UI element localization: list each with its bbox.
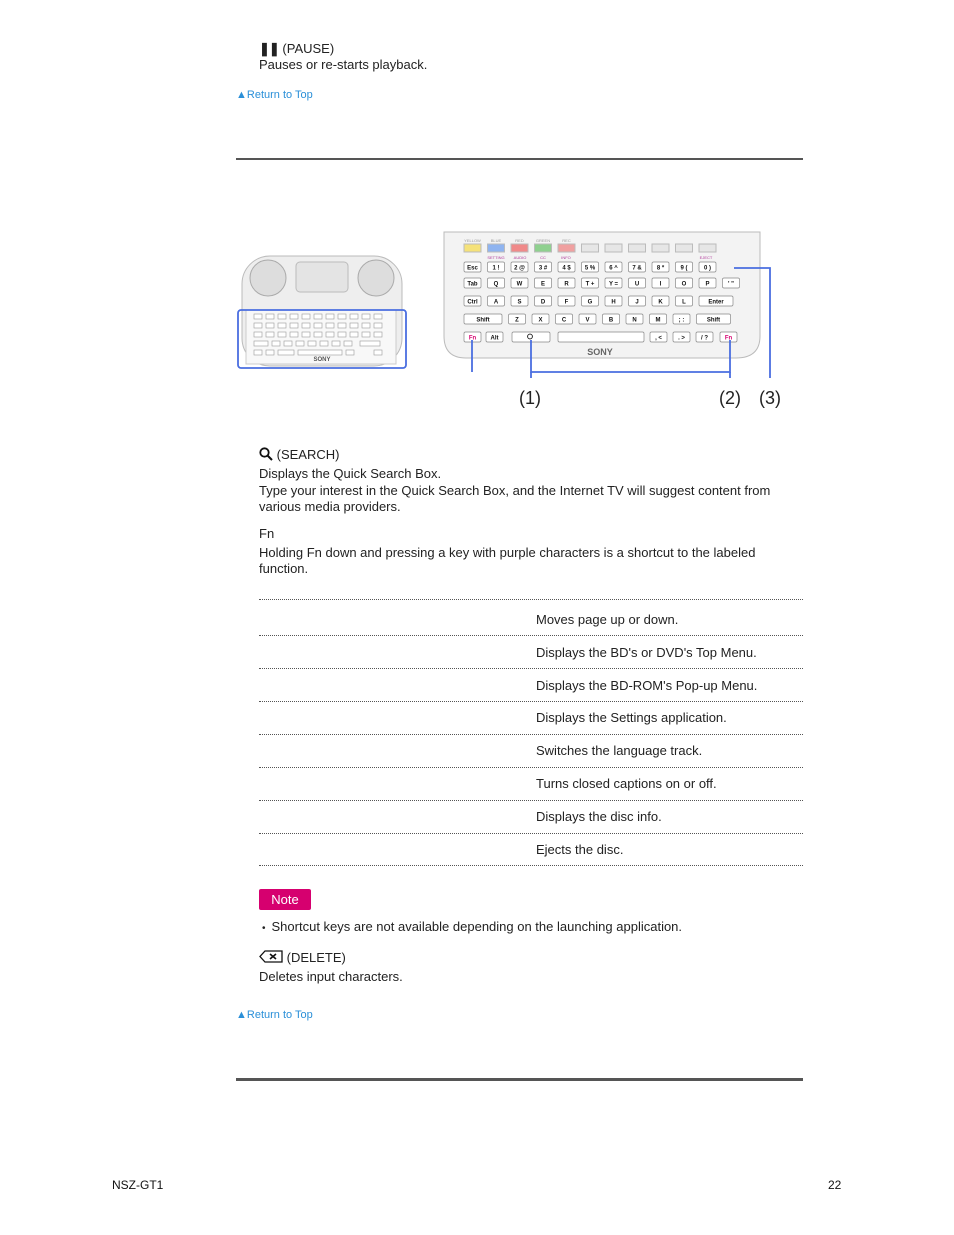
table-rule: [259, 865, 803, 866]
top-button: [464, 244, 481, 252]
table-row: Displays the BD-ROM's Pop-up Menu.: [536, 678, 758, 693]
table-rule: [259, 635, 803, 636]
pause-heading: [259, 41, 334, 57]
keyboard-key-label: Fn: [724, 335, 733, 342]
keyboard-key-label: Tab: [467, 281, 478, 288]
keyboard-key-label: Fn: [468, 335, 477, 342]
keyboard-key-label: H: [611, 299, 616, 306]
keyboard-key-label: W: [516, 281, 523, 288]
search-description-1: Displays the Quick Search Box.: [259, 466, 442, 481]
keyboard-key-label: E: [540, 281, 546, 288]
table-row: Ejects the disc.: [536, 842, 624, 857]
delete-description: Deletes input characters.: [259, 969, 403, 984]
keyboard-key-label: I: [659, 281, 662, 288]
top-button: [535, 244, 552, 252]
keyboard-key-label: R: [564, 281, 569, 288]
svg-text:(2): (2): [719, 388, 741, 408]
keyboard-key-label: T +: [585, 281, 595, 288]
keyboard-key-label: ; :: [678, 317, 685, 324]
keyboard-key-label: O: [681, 281, 687, 288]
keyboard-key-label: ' ": [728, 281, 734, 288]
pause-icon: ❚❚: [259, 41, 279, 56]
keyboard-key-label: D: [540, 299, 546, 306]
search-heading: [259, 447, 339, 462]
keyboard-key-label: P: [705, 281, 710, 288]
table-row: Displays the Settings application.: [536, 710, 727, 725]
fn-shortcut-label: SETTING: [487, 255, 505, 260]
top-button: [558, 244, 575, 252]
search-description-3: various media providers.: [259, 499, 401, 514]
table-row: Displays the BD's or DVD's Top Menu.: [536, 645, 757, 660]
search-icon: [259, 447, 273, 461]
table-rule: [259, 767, 803, 768]
top-button-label: GREEN: [535, 238, 551, 243]
up-triangle-icon: ▲: [236, 1009, 247, 1021]
section-divider: [236, 1078, 803, 1081]
keyboard-key-label: 1 !: [492, 265, 500, 272]
keyboard-key-label: Enter: [708, 299, 724, 306]
note-item: • Shortcut keys are not available depending on the launching application.: [262, 919, 683, 934]
note-badge: Note: [259, 889, 311, 910]
keyboard-key-label: G: [587, 299, 593, 306]
keyboard-key-label: Ctrl: [467, 299, 478, 306]
top-button: [699, 244, 716, 252]
table-rule: [259, 599, 803, 600]
top-button-label: REC: [562, 238, 571, 243]
top-button: [605, 244, 622, 252]
fn-shortcut-label: INFO: [561, 255, 571, 260]
keyboard-closeup-illustration: [444, 232, 781, 408]
keyboard-key-label: 3 #: [538, 265, 548, 272]
keyboard-key-label: K: [658, 299, 663, 306]
top-button: [652, 244, 669, 252]
keyboard-key-label: 9 (: [680, 265, 688, 272]
keyboard-key-label: 2 @: [514, 265, 525, 272]
keyboard-key: [558, 332, 644, 342]
bullet-icon: •: [262, 923, 266, 934]
keyboard-key-label: Alt: [490, 335, 499, 342]
table-rule: [259, 701, 803, 702]
top-button: [676, 244, 693, 252]
delete-heading: [259, 950, 346, 965]
top-button-label: RED: [515, 238, 524, 243]
keyboard-key-label: Esc: [467, 265, 478, 272]
pause-label: (PAUSE): [282, 41, 335, 56]
top-button: [629, 244, 646, 252]
table-row: Moves page up or down.: [536, 612, 679, 627]
keyboard-key-label: 5 %: [584, 265, 596, 272]
section-divider: [236, 158, 803, 160]
table-rule: [259, 734, 803, 735]
keyboard-key-label: 8 *: [656, 265, 665, 272]
fn-description-1: Holding Fn down and pressing a key with purple characters is a shortcut to the labeled: [259, 545, 756, 560]
keyboard-key-label: 4 $: [562, 265, 571, 272]
keyboard-key-label: J: [635, 299, 639, 306]
keyboard-key-label: . >: [678, 335, 685, 342]
keyboard-key-label: A: [493, 299, 499, 306]
keyboard-key-label: 7 &: [632, 265, 642, 272]
search-description-2: Type your interest in the Quick Search Box, and the Internet TV will suggest content from: [259, 483, 771, 498]
fn-description-2: function.: [259, 561, 309, 576]
keyboard-key-label: B: [608, 317, 614, 324]
table-rule: [259, 833, 803, 834]
pause-description: Pauses or re-starts playback.: [259, 57, 428, 72]
keyboard-key-label: X: [538, 317, 543, 324]
top-button: [582, 244, 599, 252]
top-button: [511, 244, 528, 252]
top-button-label: YELLOW: [464, 238, 481, 243]
table-rule: [259, 668, 803, 669]
keyboard-key-label: M: [655, 317, 661, 324]
keyboard-key-label: Z: [515, 317, 519, 324]
keyboard-key-label: N: [632, 317, 637, 324]
footer-model: NSZ-GT1: [112, 1178, 164, 1192]
fn-shortcut-label: EJECT: [699, 255, 713, 260]
keyboard-key-label: / ?: [701, 335, 708, 342]
keyboard-key-label: Shift: [706, 317, 721, 324]
keyboard-key-label: Y =: [608, 281, 619, 288]
keyboard-key-label: L: [682, 299, 686, 306]
keyboard-key-label: S: [517, 299, 522, 306]
table-row: Turns closed captions on or off.: [536, 776, 717, 791]
top-button: [488, 244, 505, 252]
top-button-label: BLUE: [490, 238, 502, 243]
keyboard-key-label: U: [634, 281, 640, 288]
svg-text:(1): (1): [519, 388, 541, 408]
up-triangle-icon: ▲: [236, 89, 247, 101]
fn-heading: Fn: [259, 526, 275, 541]
keyboard-key-label: Q: [493, 281, 499, 288]
table-row: Displays the disc info.: [536, 809, 662, 824]
footer-page-number: 22: [828, 1178, 842, 1192]
keyboard-key-label: 6 ^: [609, 265, 618, 272]
fn-shortcut-label: CC: [540, 255, 546, 260]
delete-label: (DELETE): [286, 950, 346, 965]
keyboard-key-label: Shift: [476, 317, 490, 324]
remote-overview-illustration: [238, 256, 406, 368]
return-to-top-link[interactable]: ▲Return to Top: [236, 1009, 313, 1021]
search-label: (SEARCH): [276, 447, 340, 462]
keyboard-key-label: , <: [655, 335, 662, 342]
backspace-icon: [259, 950, 283, 963]
table-rule: [259, 800, 803, 801]
svg-text:SONY: SONY: [313, 357, 331, 363]
keyboard-figure: [236, 228, 796, 413]
keyboard-key-label: 0 ): [703, 265, 712, 272]
table-row: Switches the language track.: [536, 743, 703, 758]
keyboard-key-label: V: [585, 317, 590, 324]
svg-text:(3): (3): [759, 388, 781, 408]
keyboard-key-label: F: [564, 299, 569, 306]
svg-text:SONY: SONY: [587, 347, 613, 357]
keyboard-key-label: C: [561, 317, 567, 324]
return-to-top-link[interactable]: ▲Return to Top: [236, 89, 313, 101]
fn-shortcut-label: AUDIO: [513, 255, 527, 260]
